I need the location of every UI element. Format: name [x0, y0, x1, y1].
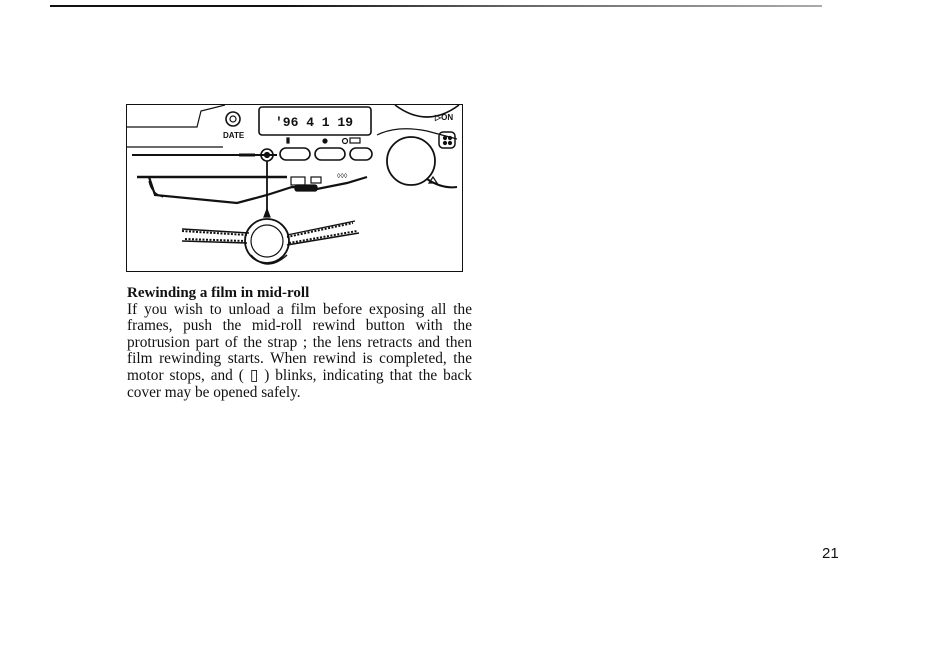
marker-4	[350, 138, 360, 143]
flash-mode-marker: ◊◊◊	[337, 173, 348, 180]
indicator-dot-4	[449, 142, 452, 145]
camera-top-edge	[127, 105, 225, 127]
switch-icon-1	[291, 177, 305, 185]
mid-roll-rewind-center	[265, 153, 270, 158]
indicator-dot-3	[444, 142, 447, 145]
camera-lower-contour	[149, 177, 367, 203]
lcd-readout: '96 4 1 19	[275, 115, 354, 130]
indicator-dot-2	[449, 137, 452, 140]
camera-illustration	[126, 104, 463, 272]
top-rule	[50, 5, 822, 7]
mode-button-1	[280, 148, 310, 160]
strap-eyelet-inner	[251, 225, 283, 257]
section-body: If you wish to unload a film before exposing all the frames, push the mid-roll rewind button with the protrusion part of the strap ; the lens retracts and then film rewinding starts. When rewind is completed, the motor stops, and ( ▯ ) blinks, indicating that the back cover may be opened safely.	[127, 300, 472, 401]
caption	[127, 285, 472, 401]
switch-icon-2	[311, 177, 321, 183]
mode-button-3	[350, 148, 372, 160]
indicator-dot-1	[444, 137, 447, 140]
marker-2	[323, 139, 327, 143]
on-label: ▷ON	[435, 113, 454, 122]
marker-3	[343, 139, 348, 144]
mode-button-2	[315, 148, 345, 160]
section-title: Rewinding a film in mid-roll	[127, 285, 310, 301]
camera-diagram	[127, 105, 462, 271]
date-button-center	[230, 116, 236, 122]
page-number: 21	[822, 545, 839, 562]
slide-switch	[295, 185, 317, 191]
strap-pointer-tip	[264, 209, 270, 217]
date-button-icon	[226, 112, 240, 126]
shutter-dial-icon	[387, 137, 435, 185]
strap-right-stitch	[287, 223, 353, 237]
date-label: DATE	[223, 131, 245, 140]
marker-1	[287, 138, 289, 143]
